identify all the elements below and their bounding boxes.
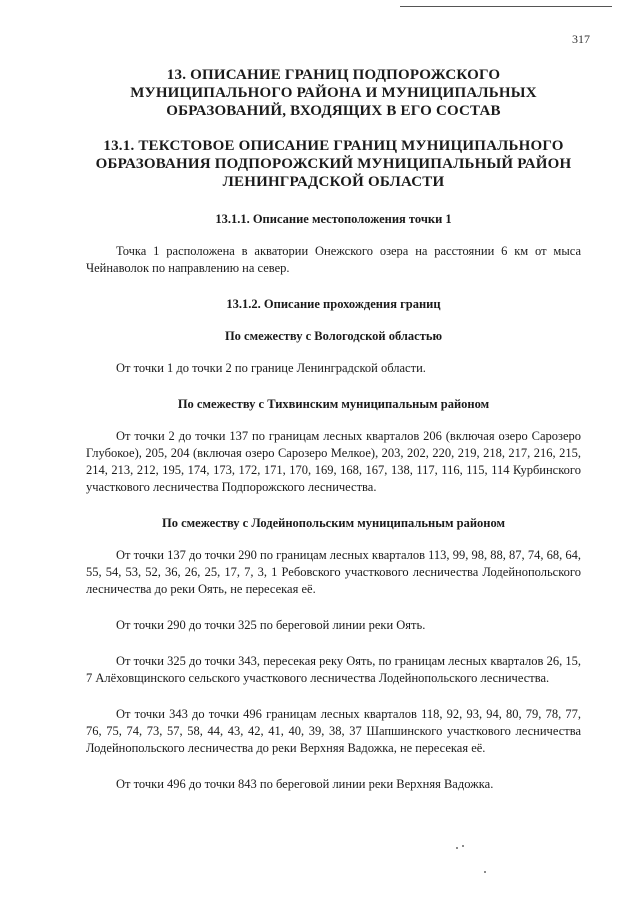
paragraph-lodeynoye-pole-2: От точки 290 до точки 325 по береговой линии реки Оять. [116,618,426,632]
main-heading: 13. ОПИСАНИЕ ГРАНИЦ ПОДПОРОЖСКОГО МУНИЦИПАЛЬНОГО РАЙОНА И МУНИЦИПАЛЬНЫХ ОБРАЗОВАНИЙ, ВХОДЯЩИХ В ЕГО СОСТАВ [130,67,537,119]
paragraph-lodeynoye-pole-4: От точки 343 до точки 496 границам лесных кварталов 118, 92, 93, 94, 80, 79, 78, 77, 76, 75, 74, 73, 57, 58, 44, 43, 42, 41, 40, 39, 38, 37 Шапшинского участкового лесничества Лодейнопольского лесничества до реки Верхняя Вадожка, не пересекая её. [86,707,581,755]
adjacency-heading-tikhvin: По смежеству с Тихвинским муниципальным районом [177,397,490,411]
paragraph-lodeynoye-pole-3: От точки 325 до точки 343, пересекая реку Оять, по границам лесных кварталов 26, 15, 7 Алёховщинского сельского участкового лесничества Лодейнопольского лесничества. [86,654,581,685]
section-heading-borders: 13.1.2. Описание прохождения границ [226,297,441,311]
paragraph-vologda-1: От точки 1 до точки 2 по границе Ленинградской области. [116,361,426,375]
paragraph-lodeynoye-pole-5: От точки 496 до точки 843 по береговой линии реки Верхняя Вадожка. [116,777,494,791]
scan-speck [484,871,486,873]
adjacency-heading-lodeynoye-pole: По смежеству с Лодейнопольским муниципальным районом [161,516,506,530]
section-heading-point: 13.1.1. Описание местоположения точки 1 [215,212,452,226]
sub-heading: 13.1. ТЕКСТОВОЕ ОПИСАНИЕ ГРАНИЦ МУНИЦИПАЛЬНОГО ОБРАЗОВАНИЯ ПОДПОРОЖСКИЙ МУНИЦИПАЛЬНЫЙ РАЙОН ЛЕНИНГРАДСКОЙ ОБЛАСТИ [95,138,572,190]
document-body [86,66,581,812]
paragraph-tikhvin-1: От точки 2 до точки 137 по границам лесных кварталов 206 (включая озеро Сарозеро Глубокое), 205, 204 (включая озеро Сарозеро Мелкое), 203, 202, 220, 219, 218, 217, 216, 215, 214, 213, 212, 195, 174, 173, 172, 171, 170, 169, 168, 167, 138, 117, 116, 115, 114 Курбинского участкового лесничества Подпорожского лесничества. [86,429,581,494]
paragraph-lodeynoye-pole-1: От точки 137 до точки 290 по границам лесных кварталов 113, 99, 98, 88, 87, 74, 68, 64, 55, 54, 53, 52, 36, 26, 25, 17, 7, 3, 1 Ребовского участкового лесничества Лодейнопольского лесничества до реки Оять, не пересекая её. [86,548,581,596]
scan-specks [450,843,510,883]
page-number: 317 [572,32,590,46]
scan-speck [462,845,464,847]
paragraph-point-description: Точка 1 расположена в акватории Онежского озера на расстоянии 6 км от мыса Чейнаволок по направлению на север. [86,244,581,275]
adjacency-heading-vologda: По смежеству с Вологодской областью [224,329,443,343]
scan-speck [456,847,458,849]
scan-artifact-line [400,6,612,7]
